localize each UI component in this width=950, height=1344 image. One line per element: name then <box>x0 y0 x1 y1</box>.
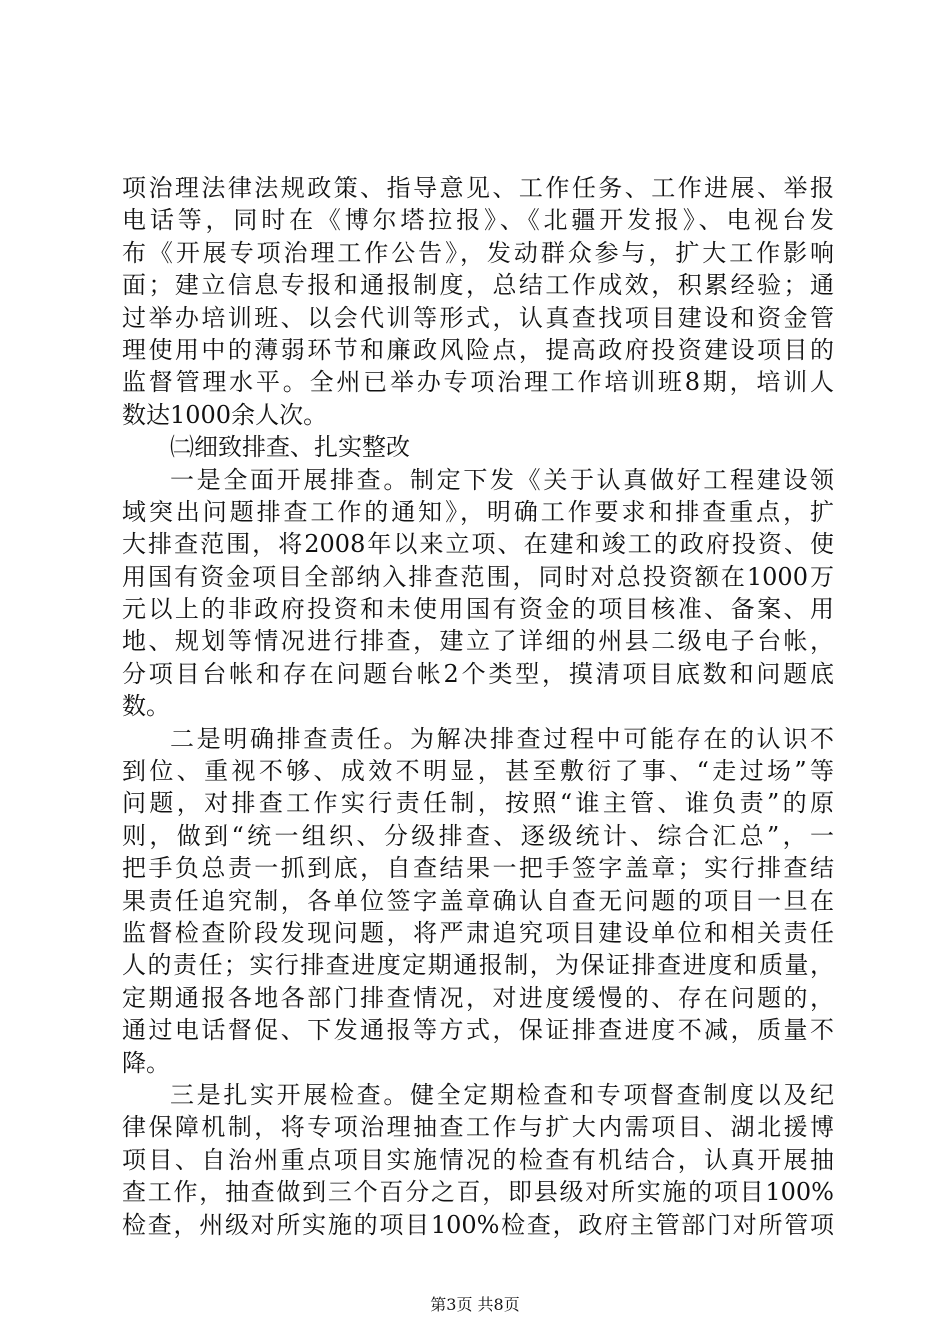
text-line: 监督管理水平。全州已举办专项治理工作培训班8期，培训人 <box>122 368 834 397</box>
text-line: 降。 <box>122 1048 170 1077</box>
text-line: 把手负总责一抓到底，自查结果一把手签字盖章；实行排查结 <box>122 854 834 883</box>
text-line: 数。 <box>122 692 170 721</box>
text-line: 果责任追究制，各单位签字盖章确认自查无问题的项目一旦在 <box>122 886 834 915</box>
text-line: 查工作，抽查做到三个百分之百，即县级对所实施的项目100% <box>122 1178 834 1207</box>
text-line: 元以上的非政府投资和未使用国有资金的项目核准、备案、用 <box>122 595 834 624</box>
text-line: 电话等，同时在《博尔塔拉报》、《北疆开发报》、电视台发 <box>122 206 834 235</box>
text-line: 问题，对排查工作实行责任制，按照“谁主管、谁负责”的原 <box>122 789 834 818</box>
text-line: 面；建立信息专报和通报制度，总结工作成效，积累经验；通 <box>122 271 834 300</box>
text-line: 布《开展专项治理工作公告》，发动群众参与，扩大工作影响 <box>122 238 834 267</box>
section-heading: ㈡细致排查、扎实整改 <box>170 433 410 462</box>
text-line: 分项目台帐和存在问题台帐2个类型，摸清项目底数和问题底 <box>122 659 834 688</box>
text-line: 到位、重视不够、成效不明显，甚至敷衍了事、“走过场”等 <box>122 757 834 786</box>
body-text <box>122 172 834 1241</box>
page-number-footer: 第3页 共8页 <box>430 1295 520 1314</box>
text-line: 项目、自治州重点项目实施情况的检查有机结合，认真开展抽 <box>122 1145 834 1174</box>
text-line: 检查，州级对所实施的项目100%检查，政府主管部门对所管项 <box>122 1210 834 1239</box>
paragraph-first-line: 二是明确排查责任。为解决排查过程中可能存在的认识不 <box>170 724 834 753</box>
text-line: 则，做到“统一组织、分级排查、逐级统计、综合汇总”，一 <box>122 821 834 850</box>
text-line: 用国有资金项目全部纳入排查范围，同时对总投资额在1000万 <box>122 562 834 591</box>
paragraph-first-line: 一是全面开展排查。制定下发《关于认真做好工程建设领 <box>170 465 834 494</box>
text-line: 理使用中的薄弱环节和廉政风险点，提高政府投资建设项目的 <box>122 335 834 364</box>
text-line: 律保障机制，将专项治理抽查工作与扩大内需项目、湖北援博 <box>122 1113 834 1142</box>
text-line: 地、规划等情况进行排查，建立了详细的州县二级电子台帐， <box>122 627 834 656</box>
text-line: 大排查范围，将2008年以来立项、在建和竣工的政府投资、使 <box>122 530 834 559</box>
text-line: 监督检查阶段发现问题，将严肃追究项目建设单位和相关责任 <box>122 918 834 947</box>
text-line: 过举办培训班、以会代训等形式，认真查找项目建设和资金管 <box>122 303 834 332</box>
paragraph-first-line: 三是扎实开展检查。健全定期检查和专项督查制度以及纪 <box>170 1080 834 1109</box>
text-line: 项治理法律法规政策、指导意见、工作任务、工作进展、举报 <box>122 174 834 202</box>
text-line: 域突出问题排查工作的通知》，明确工作要求和排查重点，扩 <box>122 497 834 526</box>
text-line: 数达1000余人次。 <box>122 400 328 429</box>
text-line: 定期通报各地各部门排查情况，对进度缓慢的、存在问题的， <box>122 983 834 1012</box>
text-line: 通过电话督促、下发通报等方式，保证排查进度不减，质量不 <box>122 1016 834 1045</box>
text-line: 人的责任；实行排查进度定期通报制，为保证排查进度和质量， <box>122 951 834 980</box>
